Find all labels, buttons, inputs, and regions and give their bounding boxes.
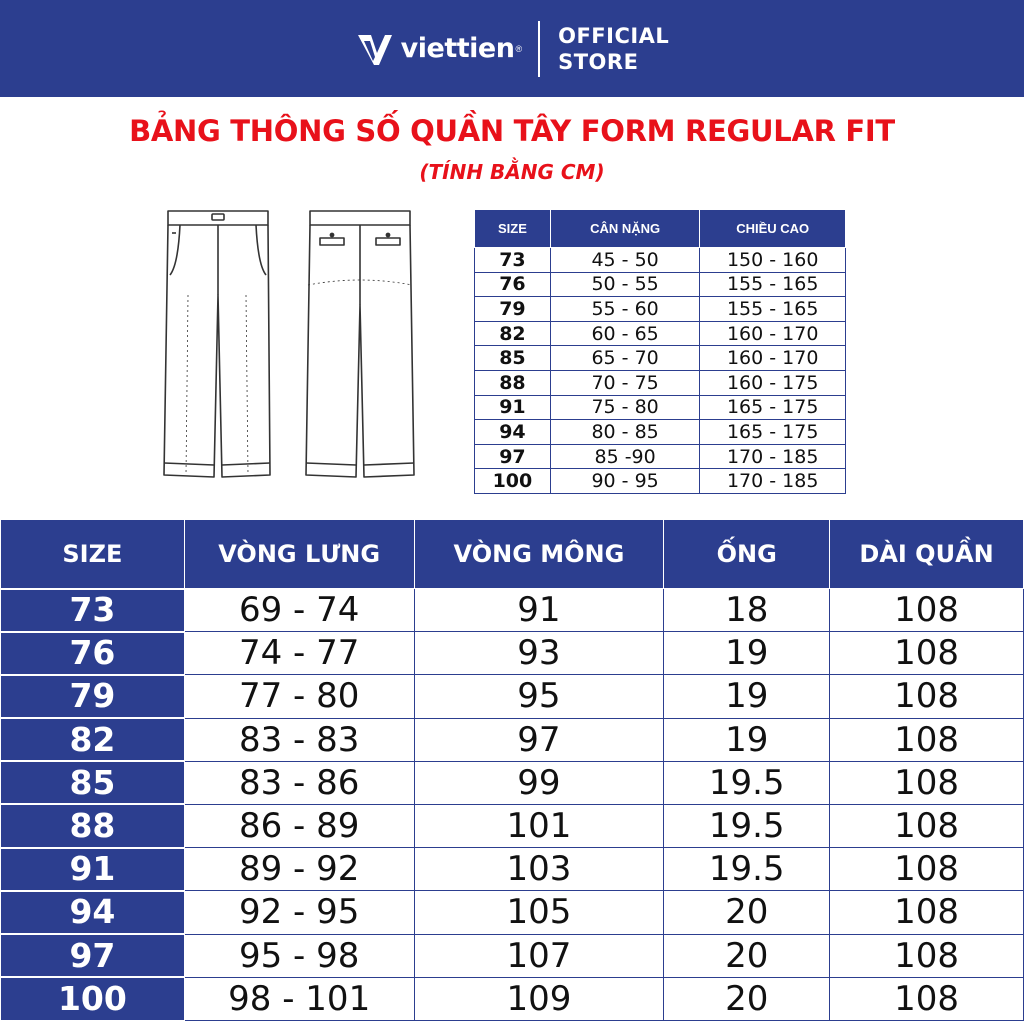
waist-cell: 98 - 101: [184, 977, 414, 1020]
table-row: [1, 632, 1024, 675]
size-cell: 79: [1, 675, 185, 718]
leg-opening-cell: 20: [664, 977, 830, 1020]
table-row: [475, 444, 846, 469]
table-row: [475, 370, 846, 395]
trousers-front-back-icon: [158, 205, 428, 497]
table-row: [475, 272, 846, 297]
page-title: BẢNG THÔNG SỐ QUẦN TÂY FORM REGULAR FIT: [129, 114, 895, 148]
size-cell: 91: [1, 848, 185, 891]
leg-opening-cell: 19.5: [664, 804, 830, 847]
hip-cell: 105: [414, 891, 664, 934]
weight-cell: 65 - 70: [550, 346, 700, 371]
size-cell: 76: [475, 272, 551, 297]
hip-cell: 101: [414, 804, 664, 847]
hip-cell: 91: [414, 589, 664, 632]
waist-cell: 95 - 98: [184, 934, 414, 977]
table-row: [1, 934, 1024, 977]
header-banner: [0, 0, 1024, 97]
table-row: [1, 804, 1024, 847]
hip-cell: 107: [414, 934, 664, 977]
table-row: [1, 589, 1024, 632]
height-cell: 155 - 165: [700, 297, 846, 322]
size-cell: 88: [1, 804, 185, 847]
height-cell: 170 - 185: [700, 444, 846, 469]
size-cell: 88: [475, 370, 551, 395]
waist-cell: 69 - 74: [184, 589, 414, 632]
table-row: [475, 420, 846, 445]
header-hip: VÒNG MÔNG: [414, 520, 664, 589]
height-cell: 165 - 175: [700, 395, 846, 420]
length-cell: 108: [830, 675, 1024, 718]
weight-cell: 85 -90: [550, 444, 700, 469]
length-cell: 108: [830, 804, 1024, 847]
table-row: [475, 321, 846, 346]
hip-cell: 99: [414, 761, 664, 804]
size-cell: 100: [475, 469, 551, 494]
length-cell: 108: [830, 718, 1024, 761]
weight-cell: 80 - 85: [550, 420, 700, 445]
leg-opening-cell: 20: [664, 891, 830, 934]
official-store-label: [558, 23, 669, 75]
leg-opening-cell: 19.5: [664, 761, 830, 804]
table-row: [1, 848, 1024, 891]
weight-height-size-table: [474, 209, 846, 494]
table-row: [1, 761, 1024, 804]
size-cell: 91: [475, 395, 551, 420]
header-size: SIZE: [1, 520, 185, 589]
size-cell: 94: [1, 891, 185, 934]
viettien-logo-icon: [355, 29, 395, 69]
leg-opening-cell: 18: [664, 589, 830, 632]
measurement-size-table: [0, 519, 1024, 1021]
size-cell: 97: [475, 444, 551, 469]
size-cell: 73: [475, 248, 551, 273]
length-cell: 108: [830, 934, 1024, 977]
size-cell: 85: [1, 761, 185, 804]
hip-cell: 97: [414, 718, 664, 761]
big-table-header-row: [1, 520, 1024, 589]
size-cell: 82: [1, 718, 185, 761]
waist-cell: 86 - 89: [184, 804, 414, 847]
small-header-height: CHIỀU CAO: [700, 210, 846, 248]
hip-cell: 103: [414, 848, 664, 891]
table-row: [475, 469, 846, 494]
height-cell: 155 - 165: [700, 272, 846, 297]
table-row: [1, 718, 1024, 761]
leg-opening-cell: 20: [664, 934, 830, 977]
waist-cell: 83 - 86: [184, 761, 414, 804]
page-subtitle: (TÍNH BẰNG CM): [419, 160, 605, 184]
table-row: [475, 395, 846, 420]
height-cell: 160 - 175: [700, 370, 846, 395]
length-cell: 108: [830, 761, 1024, 804]
table-row: [475, 297, 846, 322]
header-length: DÀI QUẦN: [830, 520, 1024, 589]
small-header-weight: CÂN NẶNG: [550, 210, 700, 248]
official-line-2: STORE: [558, 49, 639, 74]
hip-cell: 95: [414, 675, 664, 718]
weight-cell: 45 - 50: [550, 248, 700, 273]
length-cell: 108: [830, 891, 1024, 934]
registered-mark: ®: [515, 43, 523, 54]
leg-opening-cell: 19: [664, 718, 830, 761]
waist-cell: 77 - 80: [184, 675, 414, 718]
leg-opening-cell: 19: [664, 632, 830, 675]
weight-cell: 70 - 75: [550, 370, 700, 395]
size-cell: 82: [475, 321, 551, 346]
size-cell: 85: [475, 346, 551, 371]
height-cell: 170 - 185: [700, 469, 846, 494]
official-line-1: OFFICIAL: [558, 23, 670, 48]
weight-cell: 75 - 80: [550, 395, 700, 420]
leg-opening-cell: 19.5: [664, 848, 830, 891]
header-divider: [538, 21, 540, 77]
waist-cell: 83 - 83: [184, 718, 414, 761]
weight-cell: 50 - 55: [550, 272, 700, 297]
waist-cell: 92 - 95: [184, 891, 414, 934]
leg-opening-cell: 19: [664, 675, 830, 718]
waist-cell: 74 - 77: [184, 632, 414, 675]
length-cell: 108: [830, 977, 1024, 1020]
size-cell: 76: [1, 632, 185, 675]
size-cell: 94: [475, 420, 551, 445]
hip-cell: 109: [414, 977, 664, 1020]
waist-cell: 89 - 92: [184, 848, 414, 891]
height-cell: 150 - 160: [700, 248, 846, 273]
table-row: [1, 977, 1024, 1020]
weight-cell: 90 - 95: [550, 469, 700, 494]
length-cell: 108: [830, 848, 1024, 891]
hip-cell: 93: [414, 632, 664, 675]
size-cell: 73: [1, 589, 185, 632]
size-cell: 97: [1, 934, 185, 977]
header-waist: VÒNG LƯNG: [184, 520, 414, 589]
size-cell: 79: [475, 297, 551, 322]
size-cell: 100: [1, 977, 185, 1020]
height-cell: 165 - 175: [700, 420, 846, 445]
brand[interactable]: [355, 29, 522, 69]
height-cell: 160 - 170: [700, 321, 846, 346]
small-header-size: SIZE: [475, 210, 551, 248]
table-row: [1, 675, 1024, 718]
height-cell: 160 - 170: [700, 346, 846, 371]
length-cell: 108: [830, 632, 1024, 675]
table-row: [1, 891, 1024, 934]
table-row: [475, 346, 846, 371]
small-table-header-row: [475, 210, 846, 248]
header-leg-opening: ỐNG: [664, 520, 830, 589]
table-row: [475, 248, 846, 273]
brand-name: viettien: [400, 33, 515, 64]
length-cell: 108: [830, 589, 1024, 632]
weight-cell: 55 - 60: [550, 297, 700, 322]
weight-cell: 60 - 65: [550, 321, 700, 346]
